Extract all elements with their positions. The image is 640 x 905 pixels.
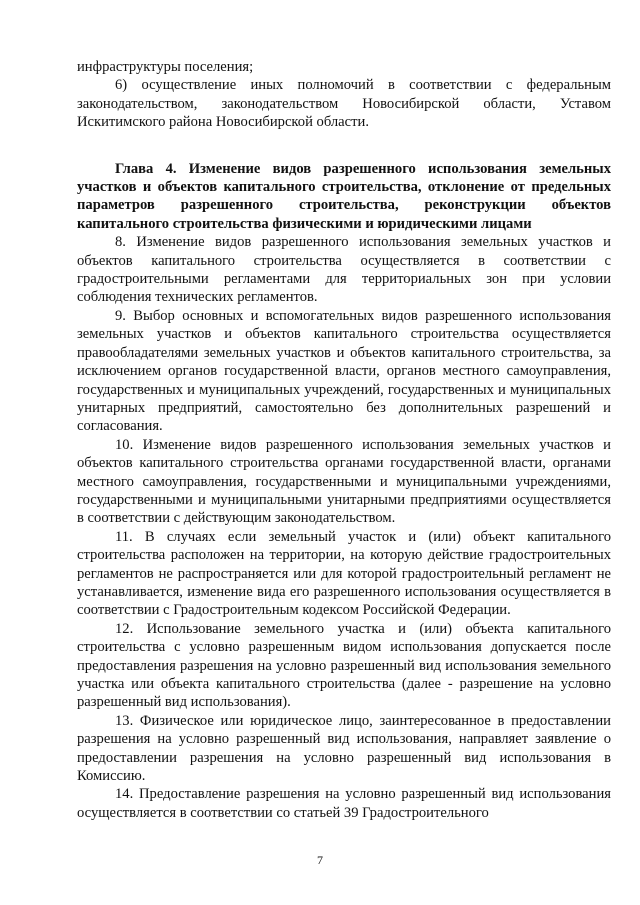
paragraph-item-6: 6) осуществление иных полномочий в соответствии с федеральным законодательством, законодательством Новосибирской области, Уставом Искитимского района Новосибирской области.	[77, 77, 611, 131]
paragraph-item-8: 8. Изменение видов разрешенного использования земельных участков и объектов капитального строительства осуществляется в соответствии с градостроительными регламентами для территориальных зон при условии соблюдения технических регламентов.	[77, 234, 611, 306]
section-spacer	[77, 132, 611, 160]
paragraph-infrastructure: инфраструктуры поселения;	[77, 59, 254, 75]
chapter-heading: Глава 4. Изменение видов разрешенного использования земельных участков и объектов капитального строительства, отклонение от предельных параметров разрешенного строительства, реконструкции объектов капитального строительства физическими и юридическими лицами	[77, 160, 611, 232]
paragraph-item-10: 10. Изменение видов разрешенного использования земельных участков и объектов капитального строительства органами государственной власти, органами местного самоуправления, государственными и муниципальными учреждениями, государственными и муниципальными унитарными предприятиями осуществляется в соответствии с действующим законодательством.	[77, 436, 611, 527]
paragraph-item-12: 12. Использование земельного участка и (или) объекта капитального строительства с условно разрешенным видом использования допускается после предоставления разрешения на условно разрешенный вид использования земельного участка или объекта капитального строительства (далее - разрешение на условно разрешенный вид использования).	[77, 620, 611, 711]
paragraph-item-9: 9. Выбор основных и вспомогательных видов разрешенного использования земельных участков и объектов капитального строительства осуществляется правообладателями земельных участков и объектов капитального строительства, за исключением органов государственной власти, органов местного самоуправления, государственных и муниципальных учреждений, государственных и муниципальных унитарных предприятий, самостоятельно без дополнительных разрешений и согласования.	[77, 307, 611, 435]
document-body	[77, 58, 611, 822]
paragraph-item-14: 14. Предоставление разрешения на условно разрешенный вид использования осуществляется в соответствии со статьей 39 Градостроительного	[77, 786, 611, 821]
page-number: 7	[317, 853, 323, 867]
paragraph-item-13: 13. Физическое или юридическое лицо, заинтересованное в предоставлении разрешения на условно разрешенный вид использования, направляет заявление о предоставлении разрешения на условно разрешенный вид использования в Комиссию.	[77, 712, 611, 785]
paragraph-item-11: 11. В случаях если земельный участок и (или) объект капитального строительства расположен на территории, на которую действие градостроительных регламентов не распространяется или для которой градостроительный регламент не устанавливается, изменение вида его разрешенного использования осуществляется в соответствии с Градостроительным кодексом Российской Федерации.	[77, 528, 611, 619]
